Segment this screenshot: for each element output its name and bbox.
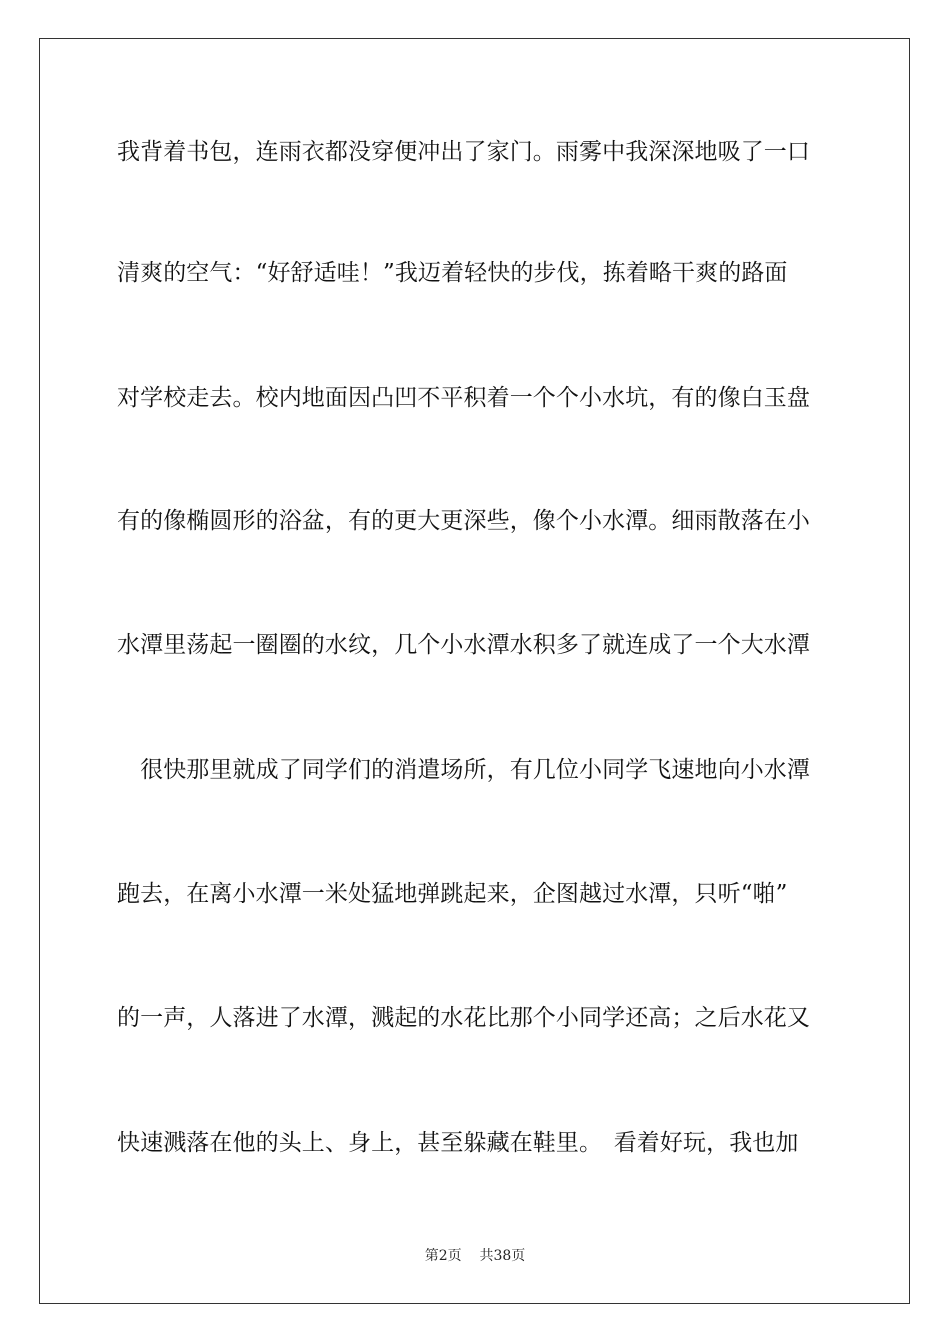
body-text-line: 清爽的空气：“好舒适哇！”我迈着轻快的步伐，拣着略干爽的路面 (117, 260, 788, 286)
body-text-line: 快速溅落在他的头上、身上，甚至躲藏在鞋里。 看着好玩，我也加 (117, 1130, 799, 1156)
body-text-line: 很快那里就成了同学们的消遣场所，有几位小同学飞速地向小水潭 (117, 757, 810, 783)
body-text-line: 跑去，在离小水潭一米处猛地弹跳起来，企图越过水潭，只听“啪” (117, 881, 788, 907)
body-text-line: 我背着书包，连雨衣都没穿便冲出了家门。雨雾中我深深地吸了一口 (117, 139, 810, 165)
page-number: 第2页 (424, 1248, 462, 1264)
page-total: 共38页 (479, 1248, 526, 1264)
page-frame (39, 38, 910, 1304)
body-text-line: 水潭里荡起一圈圈的水纹，几个小水潭水积多了就连成了一个大水潭 (117, 632, 810, 658)
body-text-line: 对学校走去。校内地面因凸凹不平积着一个个小水坑，有的像白玉盘 (117, 385, 810, 411)
page-footer (0, 1246, 950, 1266)
body-text-line: 的一声，人落进了水潭，溅起的水花比那个小同学还高；之后水花又 (117, 1005, 810, 1031)
body-text-line: 有的像椭圆形的浴盆，有的更大更深些，像个小水潭。细雨散落在小 (117, 508, 810, 534)
